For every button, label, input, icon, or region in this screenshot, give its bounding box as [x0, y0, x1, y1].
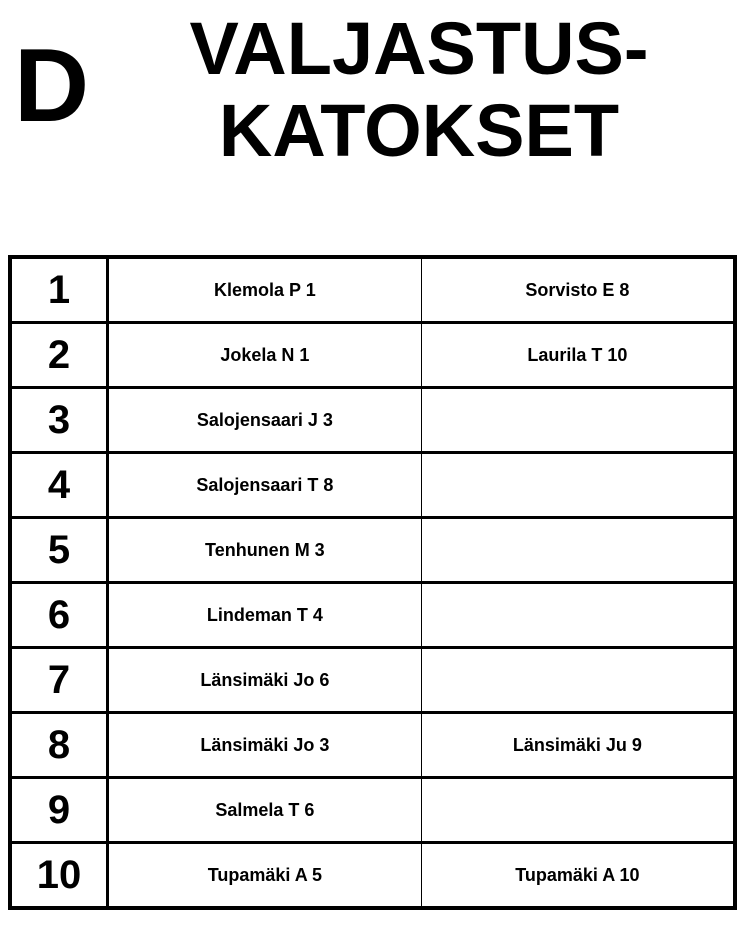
page-title-line-1: VALJASTUS-	[189, 7, 649, 90]
table-row	[10, 257, 735, 323]
assignee-primary: Länsimäki Jo 3	[108, 713, 422, 778]
assignee-primary: Salojensaari T 8	[108, 453, 422, 518]
shelter-number: 5	[10, 518, 108, 583]
shelter-number: 4	[10, 453, 108, 518]
assignee-primary: Salmela T 6	[108, 778, 422, 843]
assignee-secondary: Laurila T 10	[421, 323, 735, 388]
assignee-secondary	[421, 778, 735, 843]
assignee-secondary: Sorvisto E 8	[421, 257, 735, 323]
assignee-secondary	[421, 388, 735, 453]
assignee-primary: Jokela N 1	[108, 323, 422, 388]
assignee-primary: Tenhunen M 3	[108, 518, 422, 583]
table-row	[10, 388, 735, 453]
assignee-primary: Länsimäki Jo 6	[108, 648, 422, 713]
assignee-secondary	[421, 453, 735, 518]
page-title-line-2: KATOKSET	[218, 89, 620, 172]
section-letter: D	[14, 28, 90, 144]
shelter-number: 10	[10, 843, 108, 909]
table-row	[10, 323, 735, 388]
assignee-primary: Klemola P 1	[108, 257, 422, 323]
table-row	[10, 648, 735, 713]
table-row	[10, 778, 735, 843]
shelter-number: 8	[10, 713, 108, 778]
assignee-secondary: Länsimäki Ju 9	[421, 713, 735, 778]
table-row	[10, 518, 735, 583]
assignee-primary: Lindeman T 4	[108, 583, 422, 648]
shelter-number: 6	[10, 583, 108, 648]
shelter-assignment-table	[8, 255, 737, 910]
shelter-number: 9	[10, 778, 108, 843]
assignee-primary: Salojensaari J 3	[108, 388, 422, 453]
shelter-number: 1	[10, 257, 108, 323]
assignee-secondary	[421, 648, 735, 713]
assignee-primary: Tupamäki A 5	[108, 843, 422, 909]
assignee-secondary: Tupamäki A 10	[421, 843, 735, 909]
shelter-number: 7	[10, 648, 108, 713]
table-row	[10, 713, 735, 778]
table-row	[10, 453, 735, 518]
shelter-number: 3	[10, 388, 108, 453]
table-row	[10, 583, 735, 648]
assignee-secondary	[421, 518, 735, 583]
assignee-secondary	[421, 583, 735, 648]
table-row	[10, 843, 735, 909]
shelter-number: 2	[10, 323, 108, 388]
